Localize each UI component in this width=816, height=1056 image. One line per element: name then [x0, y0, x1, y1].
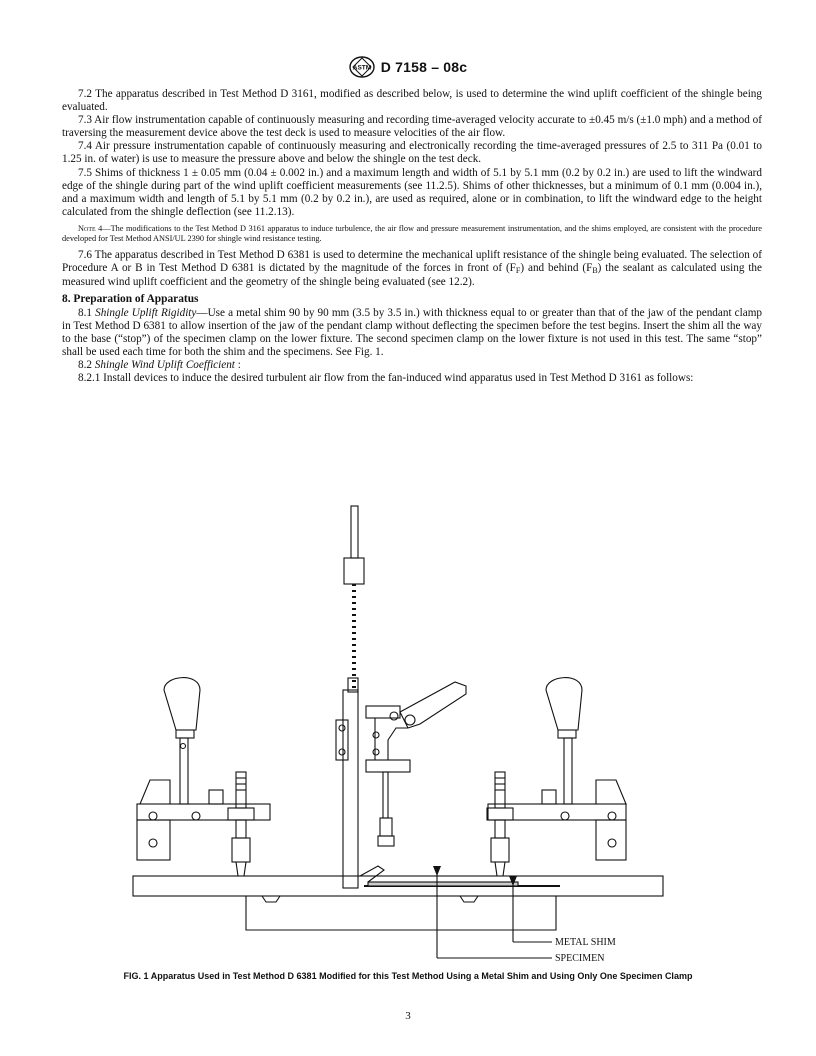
figure-caption: FIG. 1 Apparatus Used in Test Method D 6381 Modified for this Test Method Using a Metal Shim and Using Only One Specimen Clamp: [123, 971, 693, 981]
paragraph-7-6-part-b: ) and behind (F: [520, 262, 593, 275]
paragraph-7-6: [62, 249, 762, 288]
subscript-f: F: [515, 266, 521, 276]
astm-logo-icon: [349, 56, 375, 78]
paragraph-8-1-text: —Use a metal shim 90 by 90 mm (3.5 by 3.5 in.) with thickness equal to or greater than that of the jaw of the pendant clamp in Test Method D 6381 to allow insertion of the jaw of the pendant clamp without deflecting the specimen before the test begins. Insert the shim all the way to the base (“stop”) of the specimen clamp on the lower fixture. The second specimen clamp on the lower fixture is not used in this test. The same “stop” shall be used each time for both the shim and the specimens. See Fig. 1.: [62, 306, 763, 358]
note-4-label: Note 4: [78, 223, 103, 233]
page-number: 3: [405, 1010, 411, 1022]
paragraph-7-6-part-a: 7.6 The apparatus described in Test Method D 6381 is used to determine the mechanical uplift resistance of the shingle being evaluated. The selection of Procedure A or B in Test Method D 6381 is dictated by the magnitude of the forces in front of (F: [62, 249, 762, 275]
paragraph-8-2: [62, 359, 762, 372]
paragraph-7-5: 7.5 Shims of thickness 1 ± 0.05 mm (0.04 ± 0.002 in.) and a maximum length and width of 5.1 by 5.1 mm (0.2 by 0.2 in.) are used to lift the windward edge of the shingle during part of the wind uplift coefficient measurements (see 11.2.5). Shims of other thicknesses, but a minimum of 0.1 mm (0.004 in.), and a maximum width and length of 5.1 by 5.1 mm (0.2 by 0.2 in.), are used as required, alone or in combination, to lift the windward edge to the height calculated from the shingle deflection (see 11.2.13).: [62, 166, 762, 218]
label-specimen: SPECIMEN: [555, 953, 605, 964]
paragraph-8-1-title: Shingle Uplift Rigidity: [95, 306, 197, 319]
page-header: [0, 54, 816, 80]
paragraph-7-4: 7.4 Air pressure instrumentation capable of continuously measuring and electronically recording the time-averaged pressures of 2.5 to 311 Pa (0.01 to 1.25 in. of water) is use to measure the pressure above and below the shingle on the test deck.: [62, 140, 762, 166]
subscript-b: B: [592, 266, 598, 276]
apparatus-figure: [0, 500, 816, 970]
paragraph-8-2-title: Shingle Wind Uplift Coefficient: [94, 359, 235, 372]
paragraph-7-2: 7.2 The apparatus described in Test Method D 3161, modified as described below, is used to determine the wind uplift coefficient of the shingle being evaluated.: [62, 88, 762, 114]
note-4: [62, 224, 762, 244]
body-text: [62, 88, 762, 385]
document-number: D 7158 – 08c: [380, 59, 468, 75]
paragraph-8-1: [62, 307, 762, 359]
paragraph-7-3: 7.3 Air flow instrumentation capable of continuously measuring and recording time-averaged velocity accurate to ±0.45 m/s (±1.0 mph) and a method of traversing the measurement device above the test deck is used to measure velocities of the air flow.: [62, 114, 762, 140]
specimen-arrow: [433, 866, 441, 876]
chain-connector: [344, 558, 364, 584]
paragraph-8-2-1: 8.2.1 Install devices to induce the desired turbulent air flow from the fan-induced wind apparatus used in Test Method D 3161 as follows:: [78, 372, 694, 385]
note-4-text: —The modifications to the Test Method D 3161 apparatus to induce turbulence, the air flow and pressure measurement instrumentation, and the shims employed, are consistent with the procedure developed for Test Method ANSI/UL 2390 for shingle wind resistance testing.: [62, 223, 762, 244]
metal-shim: [368, 882, 518, 886]
paragraph-8-1-number: 8.1: [78, 306, 96, 319]
paragraph-7-6-part-c: ) the sealant as calculated using the measured wind uplift coefficient and the geometry of the shingle being evaluated (see 12.2).: [62, 262, 762, 288]
paragraph-8-2-number: 8.2: [78, 359, 95, 372]
top-rod: [351, 506, 358, 558]
paragraph-8-2-text: :: [234, 359, 241, 372]
astm-logo-text: ASTM: [352, 64, 371, 72]
section-8-heading: 8. Preparation of Apparatus: [62, 292, 199, 305]
label-metal-shim: METAL SHIM: [555, 937, 616, 948]
